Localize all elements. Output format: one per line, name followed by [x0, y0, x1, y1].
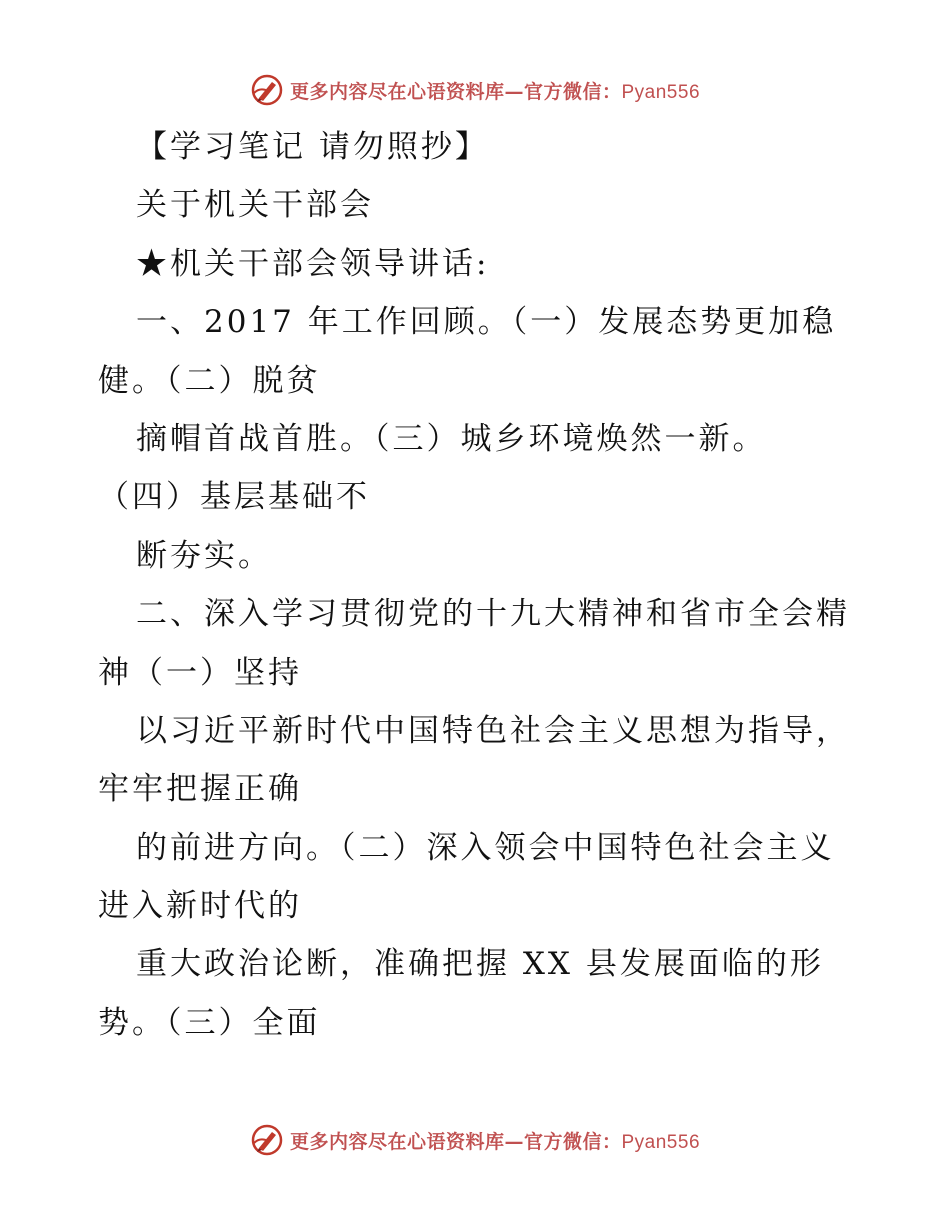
document-line: 的前进方向。（二）深入领会中国特色社会主义: [136, 829, 835, 866]
pen-logo-icon: [250, 73, 284, 107]
document-line: 摘帽首战首胜。（三）城乡环境焕然一新。: [136, 420, 767, 457]
header-watermark: [0, 70, 950, 110]
document-line: 断夯实。: [136, 537, 272, 574]
document-line: 一、2017 年工作回顾。（一）发展态势更加稳: [136, 304, 837, 341]
watermark-text-cn: 更多内容尽在心语资料库—官方微信：: [289, 80, 622, 103]
document-line: 势。（三）全面: [98, 1004, 321, 1041]
watermark-text-cn: 更多内容尽在心语资料库—官方微信：: [289, 1130, 622, 1153]
watermark-text: [290, 1127, 700, 1154]
document-line: 神（一）坚持: [98, 654, 302, 691]
footer-watermark: [0, 1120, 950, 1160]
document-line: 以习近平新时代中国特色社会主义思想为指导，: [136, 712, 850, 749]
watermark-text-latin: Pyan556: [621, 81, 701, 103]
document-line: 关于机关干部会: [136, 187, 374, 224]
document-line: 进入新时代的: [98, 888, 302, 925]
document-line: 健。（二）脱贫: [98, 362, 321, 399]
pen-logo-icon: [250, 1123, 284, 1157]
watermark-text: [290, 77, 700, 104]
document-line: 重大政治论断，准确把握 XX 县发展面临的形: [136, 946, 824, 983]
document-line: （四）基层基础不: [98, 479, 370, 516]
document-body: [98, 118, 858, 1052]
watermark-text-latin: Pyan556: [621, 1131, 701, 1153]
document-line: 【学习笔记 请勿照抄】: [136, 129, 489, 165]
document-line: 二、深入学习贯彻党的十九大精神和省市全会精: [136, 596, 850, 633]
document-line: 牢牢把握正确: [98, 771, 302, 808]
document-line: ★机关干部会领导讲话:: [136, 245, 490, 282]
